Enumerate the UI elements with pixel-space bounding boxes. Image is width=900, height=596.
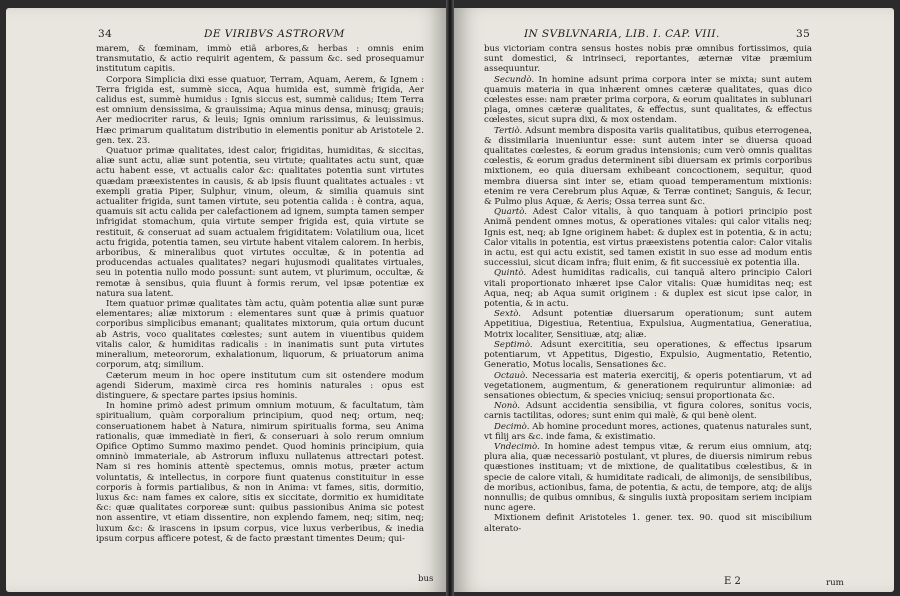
paragraph-label: Decimò. xyxy=(494,421,530,432)
paragraph xyxy=(484,422,812,442)
paragraph-text: Adest Calor vitalis, à quo tanquam à potiori principio post Animã pendent omnes motus, & operationes vitales: qui calor vitalis neq; Ignis est, neq; ab Igne originem habet: & duplex est in potentia, & in actu; Calor vitalis in potentia, est virtus præexistens potentia calor: Calor vitalis in actu, est qui actu existit, sed tamen existit in suo esse ad modum entis successiui, sicut dicam infra; fluit enim, & fit successiuè ex potentia illa. xyxy=(484,207,812,269)
paragraph-text: Adsunt accidentia sensibilia, vt figura colores, sonitus vocis, carnis tactilitas, odores; sunt enim qui malè, & qui benè olent. xyxy=(484,401,812,422)
running-title-left: DE VIRIBVS ASTRORVM xyxy=(204,28,345,40)
paragraph: bus victoriam contra sensus hostes nobis præ omnibus fortissimos, quia sunt domestici, & intrinseci, reportantes, æternæ vitæ præmium assequuntur. xyxy=(484,44,812,75)
paragraph: marem, & fœminam, immò etiã arbores,& herbas : omnis enim transmutatio, & actio requirit agentem, & passum &c. sed prosequamur institutum capitis. xyxy=(96,44,424,75)
paragraph xyxy=(484,371,812,402)
paragraph-text: Ab homine procedunt mores, actiones, quatenus naturales sunt, vt filij ars &c. inde fama, & existimatio. xyxy=(484,421,812,442)
paragraph-text: Adsunt exercititia, seu operationes, & effectus ipsarum potentiarum, vt Appetitus, Digestio, Expulsio, Augmentatio, Retentio, Generatio, Motus localis, Sensationes &c. xyxy=(484,339,813,371)
paragraph: Mixtionem definit Aristoteles 1. gener. tex. 90. quod sit miscibilium alterato- xyxy=(484,513,812,534)
paragraph: Quatuor primæ qualitates, idest calor, frigiditas, humiditas, & siccitas, aliæ sunt actu, aliæ sunt potentia, seu virtute; qualitates actu sunt, quæ actu habent esse, vt actualis calor &c: qualitates potentia sunt virtutes quædam præexistentes in causis, & ab ipsis fluunt qualitates actuales : vt exempli gratia Piper, Sulphur, vinum, oleum, & similia quamuis sint actualiter frigida, sunt tamen virtute, seu potentia calida : è contra, aqua, quamuis sit actu calida per calefactionem ad ignem, sumpta tamen semper infrigidat stomachum, quia virtute semper frigida est, quia virtute se restituit, & conseruat ad suam actualem frigiditatem: Volatilium oua, licet actu frigida, potentia tamen, seu virtute habent vitalem calorem. In herbis, arboribus, & mineralibus quot virtutes occultæ, & in potentia ad producendas actuales qualitates? negari hujusmodi qualitates virtuales, seu in potentia nullo modo possunt: sunt autem, vt plurimum, occultæ, & remotæ à sensibus, quia fluunt à formis rerum, vel ipsæ potentiæ ex natura sua latent. xyxy=(96,146,424,299)
paragraph-text: In homine adsunt prima corpora inter se mixta; sunt autem quamuis materia in qua inhærent omnes cæteræ qualitates, quas dico cœlestes esse: nam præter prima corpora, & eorum qualitates in sublunari plaga, omnes cæteræ qualitates, & effectus, sunt qualitates, & effectus cœlestes, sicut supra dixi, & mox ostendam. xyxy=(484,74,813,126)
paragraph xyxy=(484,207,812,268)
book-gutter xyxy=(446,0,454,596)
paragraph: Corpora Simplicia dixi esse quatuor, Terram, Aquam, Aerem, & Ignem : Terra frigida est, summè sicca, Aqua humida est, summè frigida, Aer calidus est, summè humidus : Ignis siccus est, summè calidus; Item Terra est omnium densissima, & grauissima; Aqua minus densa, minusq; grauis; Aer mediocriter rarus, & leuis; Ignis omnium rarissimus, & leuissimus. Hæc primarum qualitatum distributio in elementis ponitur ab Aristotele 2. gen. tex. 23. xyxy=(96,74,424,146)
catchword-left: bus xyxy=(418,574,434,584)
paragraph xyxy=(484,75,812,126)
page-number-left: 34 xyxy=(98,28,113,40)
paragraph: In homine primò adest primum omnium motuum, & facultatum, tàm spiritualium, quàm corporalium principium, quod neq; ortum, neq; conseruationem habet à Natura, nimirum spiritualis forma, seu Anima rationalis, quæ immediatè in fieri, & conseruari à solo rerum omnium Opifice Optimo Summo maximo pendet. Quod hominis principium, quia omninò immateriale, ab Astrorum influxu nullatenus attrectari potest. Nam si res hominis attentè spectemus, omnis motus, præter actum voluntatis, & intellectus, in corpore fiunt quatenus constituitur in esse corporis à formis partialibus, & non in Anima: vt fames, sitis, dormitio, luxus &c: nam fames ex calore, sitis ex siccitate, dormitio ex humiditate &c: quæ qualitates corporeæ sunt: quibus passionibus Anima sic potest non assentire, vt etiam dissentire, non explendo famem, neq; sitim, neq; luxum &c: & irascens in ipsum corpus, vice luxus verberibus, & inedia ipsum corpus afficere potest, & de facto præstant timentes Deum; qui- xyxy=(96,401,424,544)
paragraph: Item quatuor primæ qualitates tàm actu, quàm potentia aliæ sunt puræ elementares; aliæ mixtorum : elementares sunt quæ à primis quatuor corporibus simplicibus emanant; qualitates mixtorum, quia ortum ducunt ab Astris, voco qualitates cœlestes; sunt autem in viuentibus quidem vitalis calor, & humiditas radicalis : in inanimatis sunt puta virtutes mineralium, meteororum, exhalationum, liquorum, & priuatorum anima corporum, atq; similium. xyxy=(96,299,424,371)
paragraph xyxy=(484,126,812,208)
paragraph-text: Necessaria est materia exercitij, & operis potentiarum, vt ad vegetationem, augmentum, & generationem requiruntur alimoniæ: ad sensationes obiectum, & species vniciuq; sensui proportionata &c. xyxy=(484,370,812,401)
paragraph-label: Quartò. xyxy=(494,207,528,218)
paragraph-label: Secundò. xyxy=(494,74,535,85)
left-page-body xyxy=(96,44,424,584)
paragraph-text: Adsunt potentiæ diuersarum operationum; sunt autem Appetitiua, Digestiua, Retentiua, Expulsiua, Augmentatiua, Generatiua, Motrix localiter, Sensitiuæ, atq; aliæ. xyxy=(484,309,812,340)
paragraph-label: Nonò. xyxy=(494,401,520,412)
paragraph-label: Sextò. xyxy=(494,309,522,320)
paragraph-label: Tertiò. xyxy=(494,125,523,136)
catchword-right: rum xyxy=(826,578,844,588)
paragraph xyxy=(484,340,812,371)
paragraph-text: Adsunt membra disposita variis qualitatibus, quibus eterrogenea, & dissimilaria inueniuntur esse: sunt autem inter se diuersa quoad qualitates cœlestes, & eorum gradus intensionis; cum verò omnis qualitas cœlestis, & eorum gradus determinent sibi diuersam ex primis corporibus mixtionem, eo quia diuersam exhibeant concoctionem, sequitur, quod membra diuersa sint inter se, etiam quoad temperamentum mixtionis: etenim re vera Cerebrum plus Aquæ, & Terræ continet; Sanguis, & Iecur, & Pulmo plus Aquæ, & Aeris; Ossa terrea sunt &c. xyxy=(484,125,813,208)
paragraph-label: Septimò. xyxy=(494,339,533,350)
running-title-right: IN SVBLVNARIA, LIB. I. CAP. VIII. xyxy=(524,28,720,40)
paragraph-text: In homine adest tempus vitæ, & rerum eius omnium, atq; plura alia, quæ necessariò postulant, vt plures, de diuersis nimirum rebus quæstiones instituam; vt de mixtione, de qualitatibus cœlestibus, & in specie de calore vitali, & humiditate radicali, de alimonijs, de sensibilibus, de moribus, actionibus, fama, de potentia, & actu, de tempore, atq; de alijs nonnullis; de quibus omnibus, & singulis iuxtà propositam seriem incipiam nunc agere. xyxy=(484,441,812,514)
paragraph xyxy=(484,442,812,513)
page-number-right: 35 xyxy=(796,28,811,40)
signature-mark: E 2 xyxy=(724,576,741,587)
left-page xyxy=(6,8,446,592)
right-page xyxy=(454,8,894,592)
paragraph-label: Octauò. xyxy=(494,370,528,381)
paragraph-text: Adest humiditas radicalis, cui tanquã altero principio Calori vitali proportionato inhæret ipse Calor vitalis: Quæ humiditas neq; est Aqua, neq; ab Aqua sumit originem : & duplex est sicut ipse calor, in potentia, & in actu. xyxy=(484,268,812,310)
paragraph-label: Quintò. xyxy=(494,268,527,279)
paragraph xyxy=(484,268,812,309)
paragraph xyxy=(484,309,812,340)
paragraph-label: Vndecimò. xyxy=(494,441,540,452)
paragraph: Cæterum meum in hoc opere institutum cum sit ostendere modum agendi Siderum, maximè circa res hominis naturales : opus est distinguere, & spectare partes ipsius hominis. xyxy=(96,370,424,401)
paragraph xyxy=(484,401,812,421)
right-page-body xyxy=(484,44,812,584)
